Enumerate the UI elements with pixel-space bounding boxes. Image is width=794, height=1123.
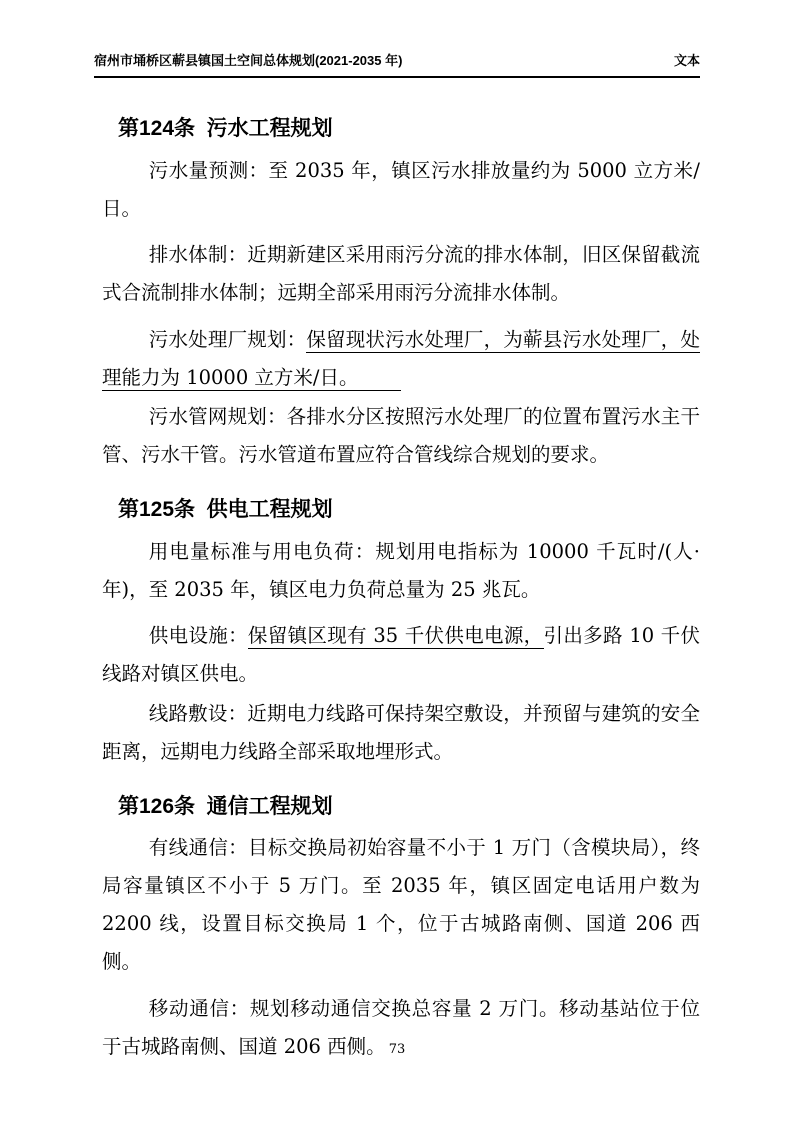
text-run: 排水体制：近期新建区采用雨污分流的排水体制，旧区保留截流式合流制排水体制；远期全部采用雨污分流排水体制。 (102, 243, 700, 304)
document-body (102, 75, 700, 1074)
paragraph-line-laying (102, 695, 700, 771)
paragraph-sewage-plant-plan (102, 321, 700, 397)
paragraph-sewage-pipe-network (102, 398, 700, 474)
page-footer (0, 1042, 794, 1057)
paragraph-drainage-system (102, 236, 700, 312)
text-run: 移动通信：规划移动通信交换总容量 2 万门。移动基站位于位于古城路南侧、国道 206 西侧。 (102, 996, 700, 1058)
section-heading-124 (118, 115, 700, 143)
heading-title: 污水工程规划 (206, 117, 333, 140)
heading-title: 供电工程规划 (206, 498, 333, 521)
underlined-text-run: 保留镇区现有 35 千伏供电电源， (247, 624, 544, 647)
text-run: 污水管网规划：各排水分区按照污水处理厂的位置布置污水主干管、污水干管。污水管道布置应符合管线综合规划的要求。 (102, 405, 700, 466)
text-run: 用电量标准与用电负荷：规划用电指标为 10000 千瓦时/(人·年)，至 2035 年，镇区电力负荷总量为 25 兆瓦。 (102, 539, 700, 601)
paragraph-sewage-forecast (102, 152, 700, 228)
header-doc-type: 文本 (673, 53, 700, 68)
paragraph-wired-communication (102, 829, 700, 981)
section-heading-125 (118, 496, 700, 524)
text-run: 引出多路 10 千伏线路对镇区供电。 (102, 624, 700, 685)
paragraph-power-facilities (102, 617, 700, 693)
page-number: 73 (388, 1042, 406, 1057)
heading-number: 第125条 (118, 498, 196, 521)
text-run: 污水量预测：至 2035 年，镇区污水排放量约为 5000 立方米/日。 (102, 158, 700, 220)
text-run: 污水处理厂规划： (148, 327, 307, 351)
heading-number: 第126条 (118, 794, 196, 818)
text-run: 有线通信：目标交换局初始容量不小于 1 万门（含模块局），终局容量镇区不小于 5 万门。至 2035 年，镇区固定电话用户数为 2200 线，设置目标交换局 1 个，位于古城路南侧、国道 206 西侧。 (102, 836, 700, 973)
heading-title: 通信工程规划 (206, 794, 333, 818)
text-run: 供电设施： (148, 624, 248, 647)
page-header (94, 50, 700, 78)
underlined-text-run: 保留现状污水处理厂，为蕲县污水处理厂，处理能力为 10000 立方米/日。 (102, 327, 700, 389)
heading-number: 第124条 (118, 117, 196, 140)
header-doc-title: 宿州市埇桥区蕲县镇国土空间总体规划(2021-2035 年) (94, 53, 403, 68)
paragraph-power-load (102, 533, 700, 609)
section-heading-126 (118, 793, 700, 821)
text-run: 线路敷设：近期电力线路可保持架空敷设，并预留与建筑的安全距离，远期电力线路全部采取地埋形式。 (102, 701, 700, 763)
